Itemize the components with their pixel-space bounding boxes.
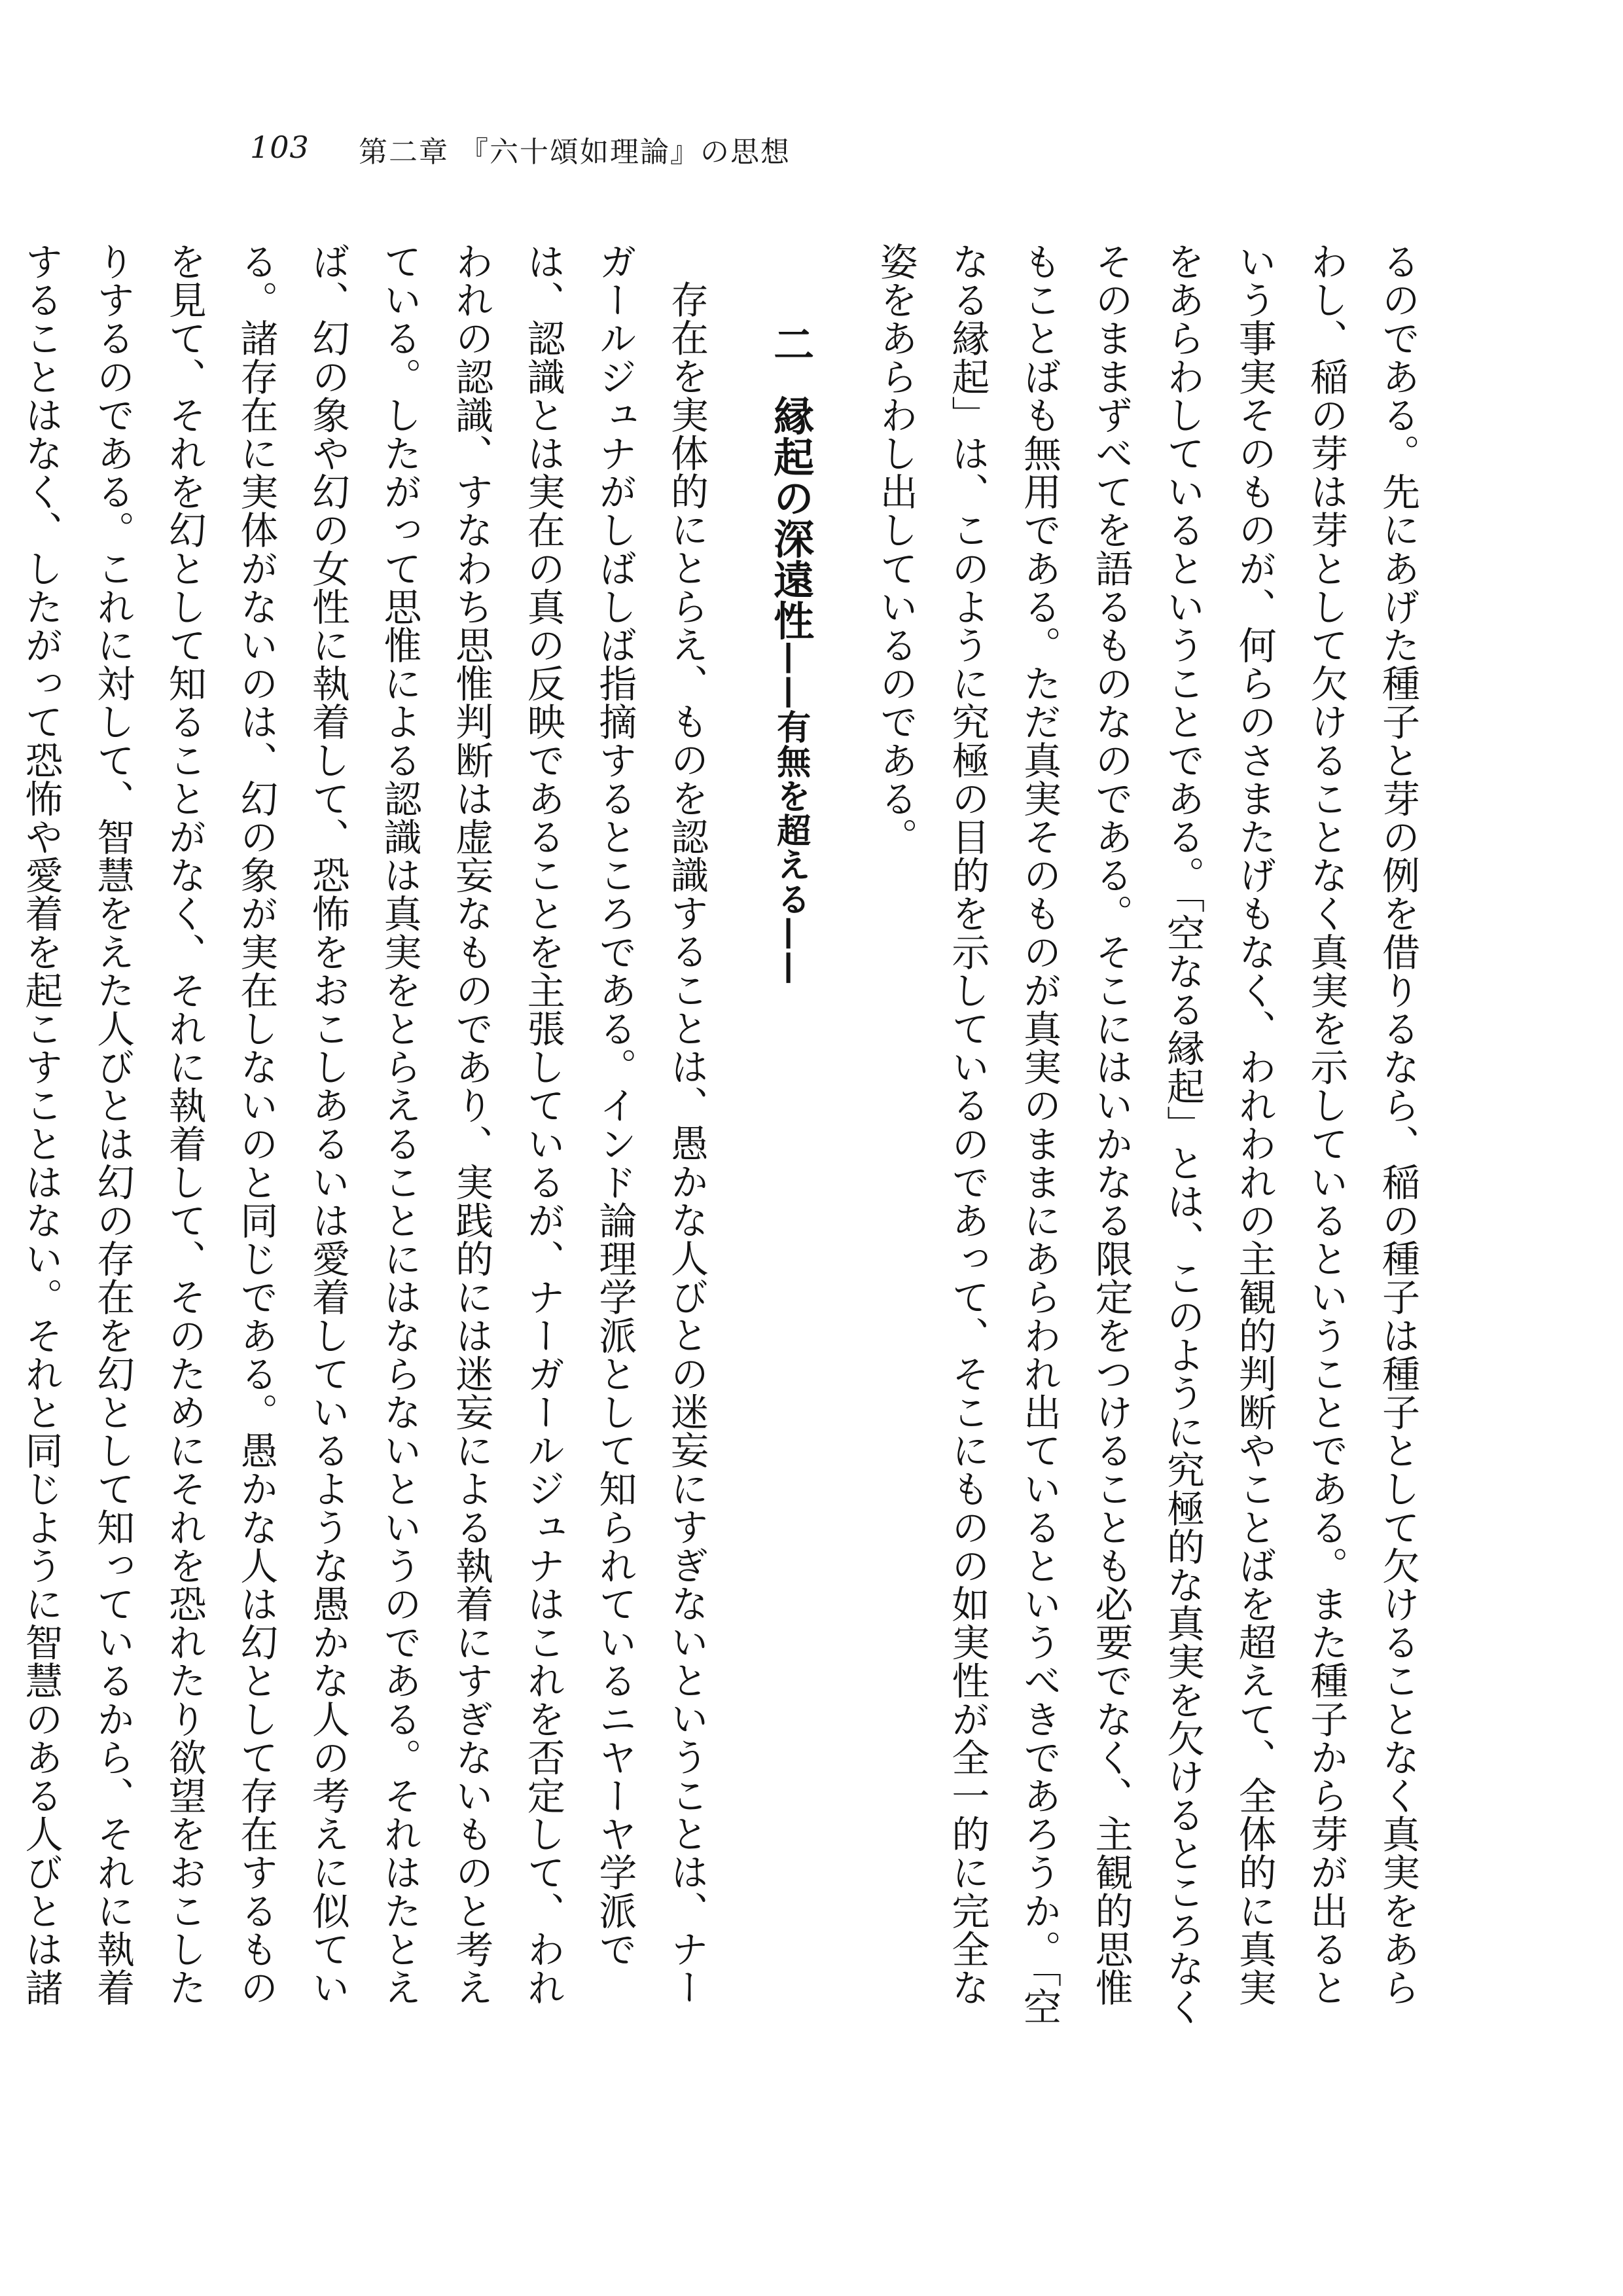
section-heading	[722, 242, 859, 2029]
section-number: 二	[766, 323, 815, 365]
page-number: 103	[250, 130, 310, 165]
paragraph-continuation: るのである。先にあげた種子と芽の例を借りるなら、稲の種子は種子として欠けることなく真実をあらわし、稲の芽は芽として欠けることなく真実を示しているということである。また種子から芽が出るという事実そのものが、何らのさまたげもなく、われわれの主観的判断やことばを超えて、全体的に真実をあらわしているということである。「空なる縁起」とは、このように究極的な真実を欠けるところなくそのままずべてを語るものなのである。そこにはいかなる限定をつけることも必要でなく、主観的思惟もことばも無用である。ただ真実そのものが真実のままにあらわれ出ているというべきであろうか。「空なる縁起」は、このように究極の目的を示しているのであって、そこにものの如実性が全一的に完全な姿をあらわし出しているのである。	[873, 242, 1420, 2026]
running-head: 第二章 『六十頌如理論』の思想	[359, 135, 791, 169]
paragraph-section-body: 存在を実体的にとらえ、ものを認識することは、愚かな人びとの迷妄にすぎないということは、ナーガールジュナがしばしば指摘するところである。インド論理学派として知られているニヤーヤ学派では、認識とは実在の真の反映であることを主張しているが、ナーガールジュナはこれを否定して、われわれの認識、すなわち思惟判断は虚妄なものであり、実践的には迷妄による執着にすぎないものと考えている。したがって思惟による認識は真実をとらえることにはならないというのである。それはたとえば、幻の象や幻の女性に執着して、恐怖をおこしあるいは愛着しているような愚かな人の考えに似ている。諸存在に実体がないのは、幻の象が実在しないのと同じである。愚かな人は幻として存在するものを見て、それを幻として知ることがなく、それに執着して、そのためにそれを恐れたり欲望をおこしたりするのである。これに対して、智慧をえた人びとは幻の存在を幻として知っているから、それに執着することはなく、したがって恐怖や愛着を起こすことはない。それと同じように智慧のある人びとは諸	[18, 242, 709, 2007]
body-text	[18, 242, 1433, 2029]
section-subtitle: ——有無を超える——	[770, 641, 811, 986]
section-title: 縁起の深遠性	[766, 395, 815, 641]
